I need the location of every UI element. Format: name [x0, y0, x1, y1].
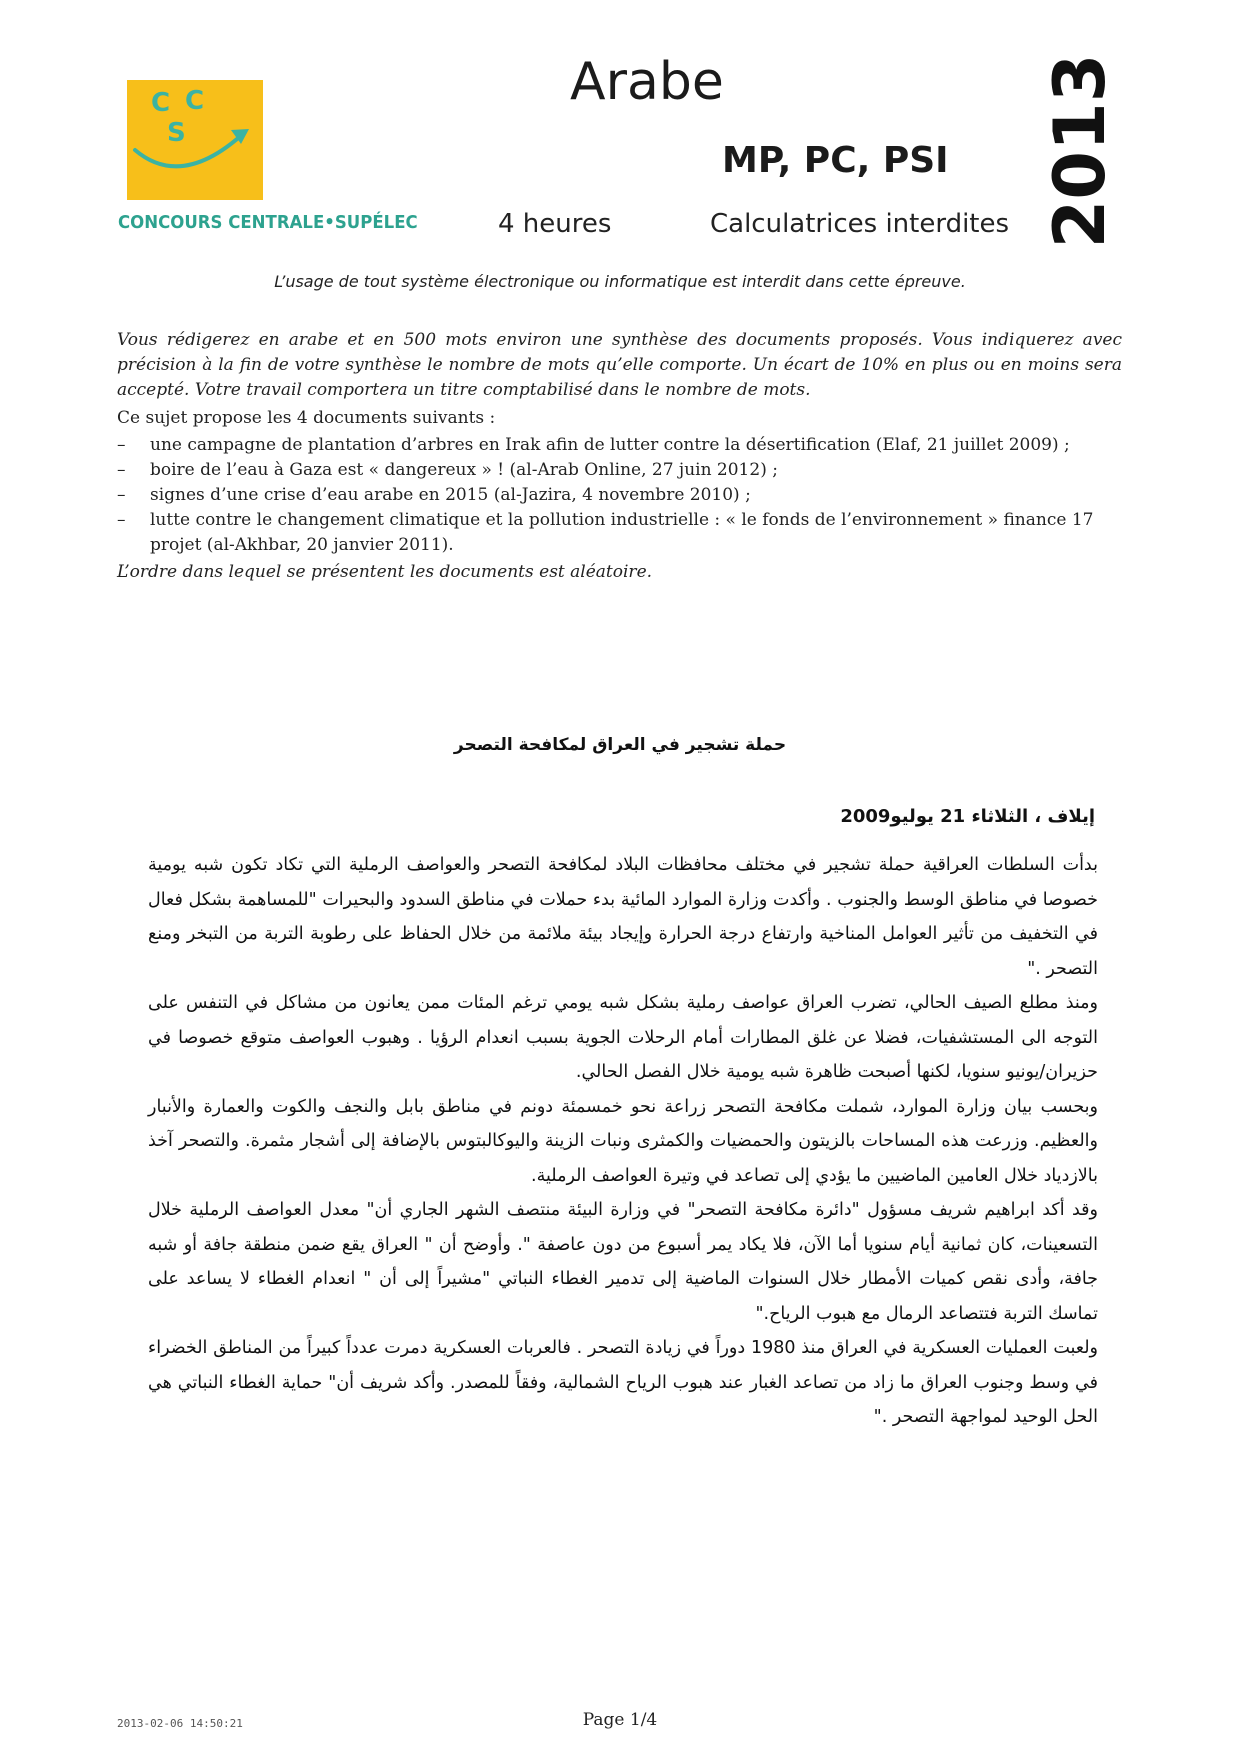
article-paragraph: ولعبت العمليات العسكرية في العراق منذ 1980 دوراً في زيادة التصحر . فالعربات العسكرية دمرت عدداً كبيراً من المناطق الخضراء في وسط وجنوب العراق ما زاد من تصاعد الغبار عند هبوب الرياح الشمالية، وفقاً للمصدر. وأكد شريف أن" حماية الغطاء النباتي هي الحل الوحيد لمواجهة التصحر .": [148, 1338, 1099, 1427]
page-number: Page 1/4: [582, 1710, 658, 1730]
subject-title: Arabe: [570, 52, 724, 112]
list-dash: –: [117, 510, 126, 530]
calculators-label: Calculatrices interdites: [710, 209, 1010, 239]
order-note: L’ordre dans lequel se présentent les documents est aléatoire.: [117, 562, 653, 582]
documents-intro: Ce sujet propose les 4 documents suivants :: [117, 408, 496, 428]
logo-name: CONCOURS CENTRALE•SUPÉLEC: [118, 212, 418, 233]
list-item: [117, 433, 1127, 458]
article-paragraph: وبحسب بيان وزارة الموارد، شملت مكافحة التصحر زراعة نحو خمسمئة دونم في مناطق بابل والنجف والكوت والعمارة والأنبار والعظيم. وزرعت هذه المساحات بالزيتون والحمضيات والكمثرى ونبات الزينة واليوكالبتوس بالإضافة إلى أشجار مثمرة. والتصحر آخذ بالازدياد خلال العامين الماضيين ما يؤدي إلى تصاعد في وتيرة العواصف الرملية.: [148, 1096, 1098, 1186]
duration-label: 4 heures: [498, 209, 612, 239]
list-item: [117, 508, 1127, 558]
document-text: une campagne de plantation d’arbres en Irak afin de lutter contre la désertification (Elaf, 21 juillet 2009) ;: [150, 435, 1070, 455]
list-dash: –: [117, 485, 126, 505]
logo-letter-c2: C: [185, 86, 205, 116]
article-body: [148, 848, 1098, 1435]
article-paragraph: ومنذ مطلع الصيف الحالي، تضرب العراق عواصف رملية بشكل شبه يومي ترغم المئات ممن يعانون من مشاكل في التنفس على التوجه الى المستشفيات، فضلا عن غلق المطارات أمام الرحلات الجوية بسبب انعدام الرؤيا . وهبوب العواصف متوقع خصوصا في حزيران/يونيو سنويا، لكنها أصبحت ظاهرة شبه يومية خلال الفصل الحالي.: [148, 993, 1098, 1082]
document-text: boire de l’eau à Gaza est « dangereux » ! (al-Arab Online, 27 juin 2012) ;: [150, 460, 778, 480]
series-label: MP, PC, PSI: [722, 140, 949, 181]
article-source-date: إيلاف ، الثلاثاء 21 يوليو2009: [840, 806, 1095, 827]
document-text: signes d’une crise d’eau arabe en 2015 (al-Jazira, 4 novembre 2010) ;: [150, 485, 751, 505]
print-timestamp: 2013-02-06 14:50:21: [117, 1717, 243, 1730]
article-paragraph: وقد أكد ابراهيم شريف مسؤول "دائرة مكافحة التصحر" في وزارة البيئة منتصف الشهر الجاري أن" معدل العواصف الرملية خلال التسعينات، كان ثمانية أيام سنويا أما الآن، فلا يكاد يمر أسبوع من دون عاصفة ". وأوضح أن " العراق يقع ضمن منطقة جافة أو شبه جافة، وأدى نقص كميات الأمطار خلال السنوات الماضية إلى تدمير الغطاء النباتي "مشيراً إلى أن " انعدام الغطاء لا يساعد على تماسك التربة فتتصاعد الرمال مع هبوب الرياح.": [148, 1200, 1098, 1324]
year-text: 2013: [1039, 53, 1121, 249]
logo-letter-c1: C: [151, 88, 171, 118]
list-item: [117, 483, 1127, 508]
document-text: lutte contre le changement climatique et la pollution industrielle : « le fonds de l’environnement » finance 17 projet (al-Akhbar, 20 janvier 2011).: [150, 510, 1094, 555]
year-badge: [1010, 53, 1150, 249]
article-title: حملة تشجير في العراق لمكافحة التصحر: [453, 735, 787, 755]
electronics-notice: L’usage de tout système électronique ou informatique est interdit dans cette épreuve.: [274, 272, 966, 291]
list-dash: –: [117, 460, 126, 480]
documents-list: [117, 433, 1127, 558]
logo-swoosh-icon: [127, 80, 263, 200]
logo-letter-s: S: [167, 118, 186, 148]
article-paragraph: بدأت السلطات العراقية حملة تشجير في مختلف محافظات البلاد لمكافحة التصحر والعواصف الرملية التي تكاد تكون شبه يومية خصوصا في مناطق الوسط والجنوب . وأكدت وزارة الموارد المائية بدء حملات في مناطق السدود والبحيرات "للمساهمة بشكل فعال في التخفيف من تأثير العوامل المناخية وارتفاع درجة الحرارة وإيجاد بيئة ملائمة من خلال الحفاظ على رطوبة التربة من التبخر ومنع التصحر .": [148, 855, 1098, 979]
instructions: Vous rédigerez en arabe et en 500 mots environ une synthèse des documents proposés. Vous indiquerez avec précision à la fin de votre synthèse le nombre de mots qu’elle comporte. Un écart de 10% en plus ou en moins sera accepté. Votre travail comportera un titre comptabilisé dans le nombre de mots.: [117, 330, 1122, 400]
logo: [127, 80, 263, 200]
list-item: [117, 458, 1127, 483]
list-dash: –: [117, 435, 126, 455]
